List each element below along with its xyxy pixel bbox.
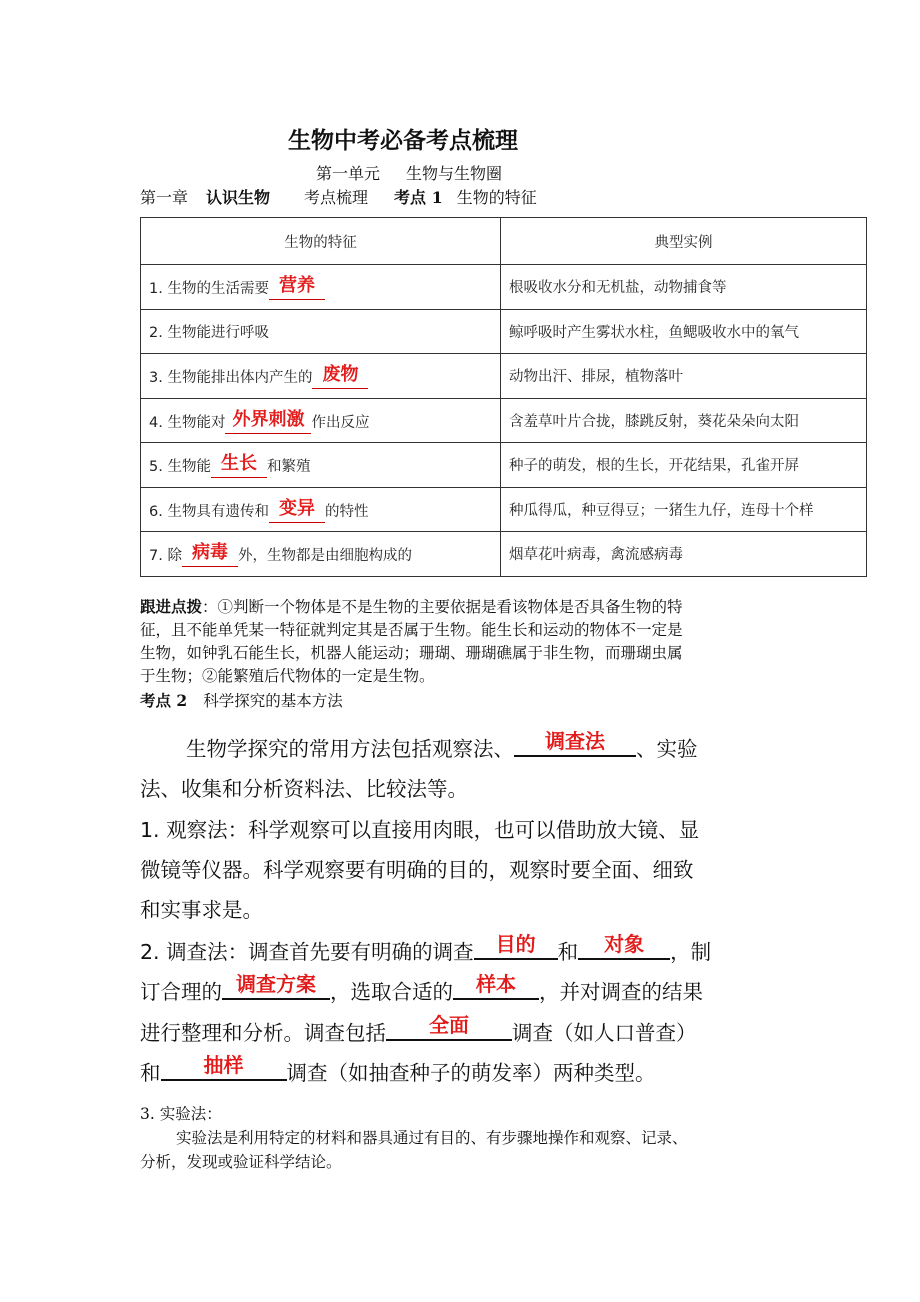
feature-text: 3. 生物能排出体内产生的 bbox=[149, 370, 313, 387]
unit-heading bbox=[316, 161, 502, 184]
chapter-label: 第一章 bbox=[140, 188, 189, 207]
features-table bbox=[140, 217, 867, 577]
observation-line-1: 1. 观察法：科学观察可以直接用肉眼，也可以借助放大镜、显 bbox=[140, 818, 700, 842]
answer-blank bbox=[161, 1053, 287, 1081]
chapter-heading bbox=[140, 185, 537, 208]
feature-cell bbox=[141, 354, 501, 399]
answer-text: 调查法 bbox=[545, 729, 605, 753]
tip-line-1: 跟进点拨：①判断一个物体是不是生物的主要依据是看该物体是否具备生物的特 bbox=[140, 597, 683, 616]
feature-cell bbox=[141, 443, 501, 488]
answer-blank bbox=[514, 729, 636, 757]
survey-line-4: 和 抽样 调查（如抽查种子的萌发率）两种类型。 bbox=[140, 1053, 656, 1085]
chapter-name: 认识生物 bbox=[206, 188, 271, 207]
answer-blank bbox=[312, 362, 368, 389]
answer-text: 目的 bbox=[495, 932, 536, 956]
table-row bbox=[141, 354, 867, 399]
feature-cell bbox=[141, 265, 501, 310]
answer-blank bbox=[578, 932, 670, 960]
feature-text: 2. 生物能进行呼吸 bbox=[149, 324, 269, 341]
example-cell: 动物出汗、排尿，植物落叶 bbox=[501, 354, 867, 399]
table-row bbox=[141, 487, 867, 532]
answer-blank bbox=[269, 496, 325, 523]
experiment-heading: 3. 实验法： bbox=[140, 1105, 222, 1123]
survey-line-3: 进行整理和分析。调查包括 全面 调查（如人口普查） bbox=[140, 1013, 697, 1045]
point2-name: 科学探究的基本方法 bbox=[203, 692, 343, 710]
answer-text: 营养 bbox=[278, 275, 315, 297]
answer-blank bbox=[386, 1013, 512, 1041]
feature-text: 作出反应 bbox=[311, 414, 370, 431]
example-cell: 烟草花叶病毒，禽流感病毒 bbox=[501, 532, 867, 577]
unit-label: 第一单元 bbox=[316, 164, 381, 183]
feature-text: 4. 生物能对 bbox=[149, 414, 226, 431]
feature-text: 外，生物都是由细胞构成的 bbox=[237, 548, 412, 565]
feature-text: 1. 生物的生活需要 bbox=[149, 281, 269, 298]
tip-line-4: 于生物；②能繁殖后代物体的一定是生物。 bbox=[140, 667, 435, 685]
answer-text: 废物 bbox=[322, 364, 359, 386]
table-row bbox=[141, 398, 867, 443]
answer-blank bbox=[222, 972, 330, 1000]
survey-line-2: 订合理的 调查方案 ，选取合适的 样本 ，并对调查的结果 bbox=[140, 972, 703, 1004]
point2-label: 考点 2 bbox=[140, 691, 188, 710]
table-row bbox=[141, 309, 867, 354]
table-row bbox=[141, 443, 867, 488]
answer-blank bbox=[182, 540, 238, 567]
table-row bbox=[141, 532, 867, 577]
answer-text: 外界刺激 bbox=[232, 408, 305, 430]
answer-text: 生长 bbox=[220, 453, 257, 475]
answer-text: 抽样 bbox=[203, 1053, 244, 1077]
example-cell: 种瓜得瓜，种豆得豆；一猪生九仔，连母十个样 bbox=[501, 487, 867, 532]
tip-label: 跟进点拨 bbox=[140, 597, 203, 616]
feature-text: 7. 除 bbox=[149, 548, 182, 565]
observation-line-2: 微镜等仪器。科学观察要有明确的目的，观察时要全面、细致 bbox=[140, 858, 694, 882]
table-header: 典型实例 bbox=[501, 218, 867, 265]
page-title: 生物中考必备考点梳理 bbox=[288, 128, 518, 154]
methods-line-2: 法、收集和分析资料法、比较法等。 bbox=[140, 777, 468, 801]
answer-text: 对象 bbox=[604, 932, 645, 956]
feature-text: 和繁殖 bbox=[266, 459, 311, 476]
example-cell: 种子的萌发，根的生长，开花结果，孔雀开屏 bbox=[501, 443, 867, 488]
answer-blank bbox=[474, 932, 558, 960]
feature-cell bbox=[141, 398, 501, 443]
table-header: 生物的特征 bbox=[141, 218, 501, 265]
chapter-section: 考点梳理 bbox=[304, 188, 369, 207]
example-cell: 鲸呼吸时产生雾状水柱，鱼鳃吸收水中的氧气 bbox=[501, 309, 867, 354]
feature-text: 的特性 bbox=[324, 503, 369, 520]
feature-text: 5. 生物能 bbox=[149, 459, 211, 476]
answer-text: 病毒 bbox=[191, 542, 228, 564]
point-name: 生物的特征 bbox=[456, 188, 537, 207]
example-cell: 含羞草叶片合拢，膝跳反射，葵花朵朵向太阳 bbox=[501, 398, 867, 443]
table-header-row bbox=[141, 218, 867, 265]
answer-blank bbox=[453, 972, 539, 1000]
feature-text: 6. 生物具有遗传和 bbox=[149, 503, 269, 520]
answer-blank bbox=[269, 273, 325, 300]
point2-heading bbox=[140, 690, 343, 712]
answer-blank bbox=[225, 407, 311, 434]
answer-text: 全面 bbox=[429, 1013, 469, 1037]
point-label: 考点 1 bbox=[394, 188, 443, 207]
answer-blank bbox=[211, 451, 267, 478]
observation-line-3: 和实事求是。 bbox=[140, 898, 263, 922]
example-cell: 根吸收水分和无机盐，动物捕食等 bbox=[501, 265, 867, 310]
experiment-text-2: 分析，发现或验证科学结论。 bbox=[140, 1153, 342, 1171]
feature-cell bbox=[141, 532, 501, 577]
unit-name: 生物与生物圈 bbox=[406, 164, 503, 183]
methods-line-1: 生物学探究的常用方法包括观察法、 调查法 、实验 bbox=[186, 729, 698, 761]
table-row bbox=[141, 265, 867, 310]
survey-line-1: 2. 调查法：调查首先要有明确的调查 目的 和 对象 ，制 bbox=[140, 932, 712, 964]
tip-line-2: 征，且不能单凭某一特征就判定其是否属于生物。能生长和运动的物体不一定是 bbox=[140, 621, 683, 639]
answer-text: 样本 bbox=[476, 972, 516, 996]
feature-cell bbox=[141, 309, 501, 354]
answer-text: 变异 bbox=[278, 497, 315, 519]
answer-text: 调查方案 bbox=[236, 972, 316, 996]
experiment-text-1: 实验法是利用特定的材料和器具通过有目的、有步骤地操作和观察、记录、 bbox=[176, 1129, 688, 1147]
tip-line-3: 生物，如钟乳石能生长，机器人能运动；珊瑚、珊瑚礁属于非生物，而珊瑚虫属 bbox=[140, 644, 683, 662]
feature-cell bbox=[141, 487, 501, 532]
